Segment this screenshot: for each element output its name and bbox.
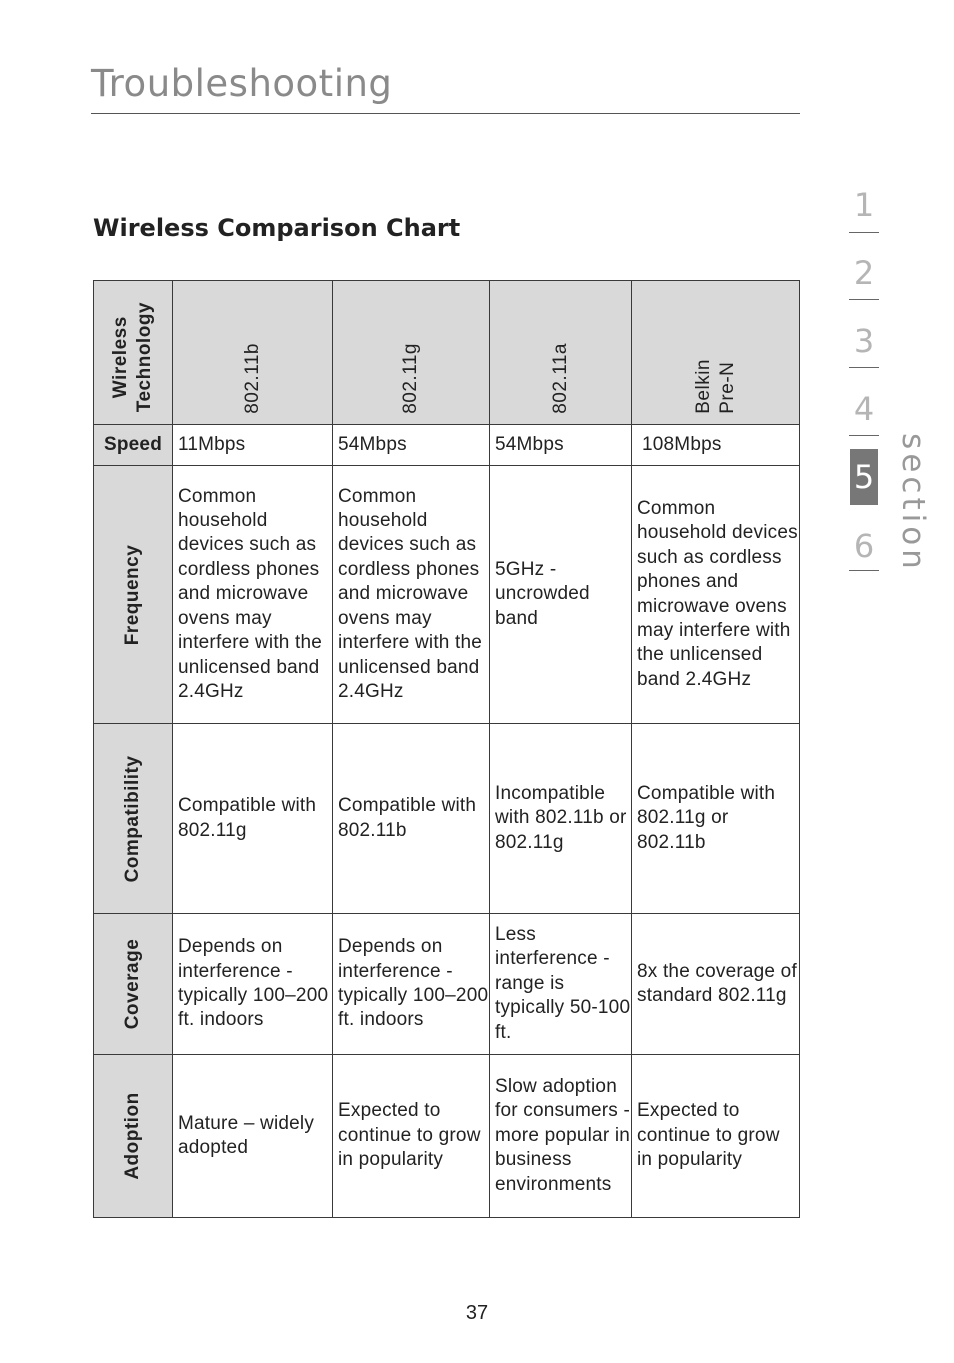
- section-nav-item-2[interactable]: 2: [853, 254, 875, 292]
- row-header-speed: Speed: [94, 425, 173, 466]
- title-divider: [91, 113, 800, 114]
- table-cell: Incompatible with 802.11b or 802.11g: [490, 724, 632, 914]
- corner-header-cell: [94, 281, 173, 425]
- section-nav-item-6[interactable]: 6: [853, 527, 875, 565]
- table-cell: Compatible with 802.11g or 802.11b: [632, 724, 800, 914]
- table-cell: 54Mbps: [333, 425, 490, 466]
- section-nav-item-5-active[interactable]: [850, 449, 878, 505]
- table-cell: Mature – widely adopted: [173, 1055, 333, 1218]
- table-cell: Depends on interference - typically 100–200 ft. indoors: [173, 914, 333, 1055]
- row-header-coverage: [94, 914, 173, 1055]
- section-nav-active-number: 5: [853, 458, 875, 496]
- table-row-speed: [94, 425, 800, 466]
- table-cell: Common household devices such as cordless phones and microwave ovens may interfere with the unlicensed band 2.4GHz: [333, 466, 490, 724]
- section-nav-item-3[interactable]: 3: [853, 322, 875, 360]
- row-header-label: Frequency: [121, 544, 143, 645]
- section-nav-divider: [849, 299, 879, 300]
- table-cell: 54Mbps: [490, 425, 632, 466]
- section-nav-divider: [849, 435, 879, 436]
- table-row-adoption: [94, 1055, 800, 1218]
- column-header: [632, 281, 800, 425]
- section-nav-divider: [849, 232, 879, 233]
- column-header-label: 802.11b: [241, 343, 263, 414]
- corner-header-label: Wireless Technology: [110, 301, 155, 412]
- section-label: [888, 433, 938, 573]
- wireless-comparison-table: [93, 280, 800, 1218]
- table-cell: Expected to continue to grow in popularity: [333, 1055, 490, 1218]
- page-title: Troubleshooting: [91, 62, 393, 105]
- table-row-compatibility: [94, 724, 800, 914]
- column-header: [490, 281, 632, 425]
- table-header-row: [94, 281, 800, 425]
- page-number: 37: [465, 1302, 489, 1324]
- table-row-frequency: [94, 466, 800, 724]
- table-cell: Compatible with 802.11b: [333, 724, 490, 914]
- table-cell: Common household devices such as cordless phones and microwave ovens may interfere with the unlicensed band 2.4GHz: [632, 466, 800, 724]
- table-cell: Compatible with 802.11g: [173, 724, 333, 914]
- row-header-label: Compatibility: [121, 755, 143, 882]
- table-cell: 108Mbps: [632, 425, 800, 466]
- table-cell: Common household devices such as cordless phones and microwave ovens may interfere with the unlicensed band 2.4GHz: [173, 466, 333, 724]
- section-label-text: section: [895, 433, 931, 573]
- table-cell: Expected to continue to grow in popularity: [632, 1055, 800, 1218]
- table-cell: Slow adoption for consumers - more popular in business environments: [490, 1055, 632, 1218]
- table-cell: Depends on interference - typically 100–200 ft. indoors: [333, 914, 490, 1055]
- table-row-coverage: [94, 914, 800, 1055]
- table-cell: 8x the coverage of standard 802.11g: [632, 914, 800, 1055]
- section-nav-item-4[interactable]: 4: [853, 390, 875, 428]
- section-nav-divider: [849, 570, 879, 571]
- table-cell: 11Mbps: [173, 425, 333, 466]
- row-header-frequency: [94, 466, 173, 724]
- column-header: [333, 281, 490, 425]
- column-header-label: Belkin Pre-N: [692, 359, 738, 414]
- column-header: [173, 281, 333, 425]
- chart-heading: Wireless Comparison Chart: [93, 214, 461, 242]
- row-header-label: Adoption: [121, 1092, 143, 1180]
- section-nav-item-1[interactable]: 1: [853, 186, 875, 224]
- row-header-compatibility: [94, 724, 173, 914]
- column-header-label: 802.11a: [549, 343, 571, 414]
- column-header-label: 802.11g: [400, 343, 421, 414]
- row-header-adoption: [94, 1055, 173, 1218]
- section-nav-divider: [849, 367, 879, 368]
- row-header-label: Coverage: [121, 938, 143, 1030]
- table-cell: 5GHz - uncrowded band: [490, 466, 632, 724]
- table-cell: Less interference - range is typically 50-100 ft.: [490, 914, 632, 1055]
